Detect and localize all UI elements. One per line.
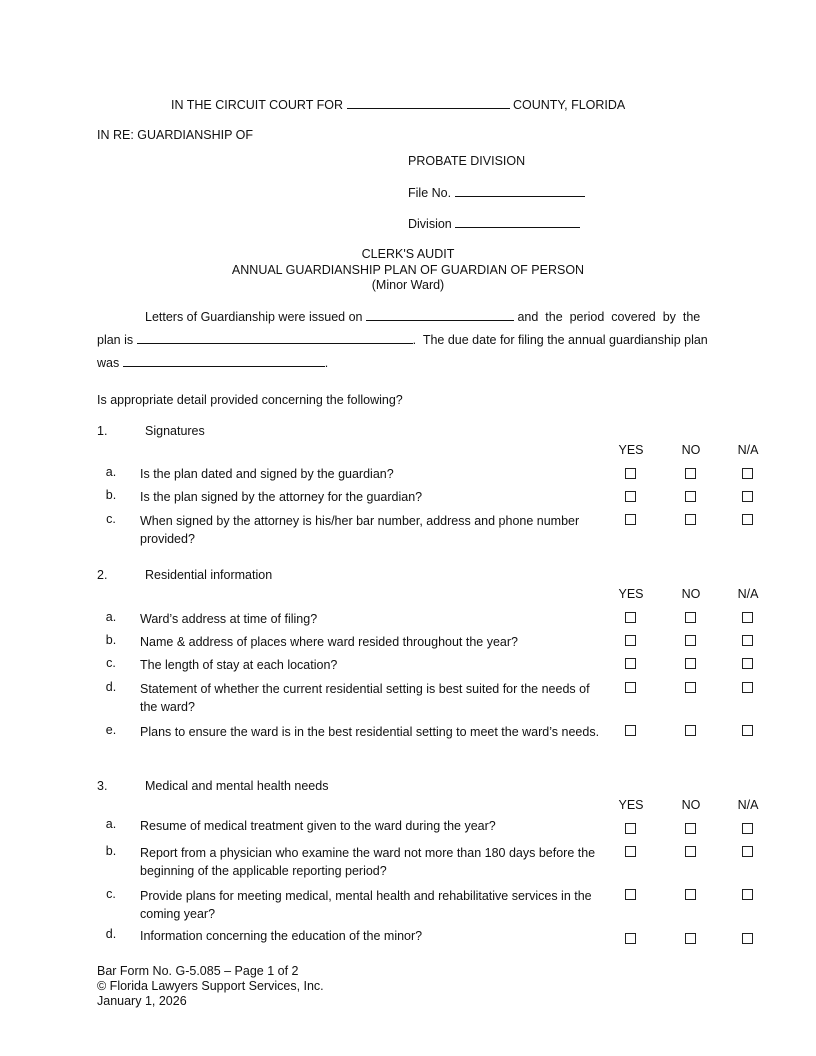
- section-1-na-header: N/A: [737, 443, 759, 457]
- section-1-no-header: NO: [681, 443, 701, 457]
- item-question: Name & address of places where ward resided throughout the year?: [140, 635, 518, 649]
- yes-checkbox[interactable]: [625, 682, 636, 693]
- section-1-title: Signatures: [145, 424, 205, 438]
- section-3-number: 3.: [97, 779, 108, 793]
- item-letter: b.: [105, 844, 117, 858]
- item-question: The length of stay at each location?: [140, 658, 338, 672]
- county-blank[interactable]: [347, 97, 510, 109]
- no-checkbox[interactable]: [685, 933, 696, 944]
- intro-text-3: plan is: [97, 333, 134, 347]
- no-checkbox[interactable]: [685, 514, 696, 525]
- item-letter: c.: [106, 887, 116, 901]
- section-3-title: Medical and mental health needs: [145, 779, 329, 793]
- footer-copyright: © Florida Lawyers Support Services, Inc.: [97, 979, 324, 993]
- item-letter: a.: [105, 610, 117, 624]
- yes-checkbox[interactable]: [625, 514, 636, 525]
- na-checkbox[interactable]: [742, 514, 753, 525]
- footer-date: January 1, 2026: [97, 994, 187, 1008]
- yes-checkbox[interactable]: [625, 846, 636, 857]
- yes-checkbox[interactable]: [625, 658, 636, 669]
- item-letter: a.: [105, 817, 117, 831]
- na-checkbox[interactable]: [742, 725, 753, 736]
- court-suffix: COUNTY, FLORIDA: [512, 98, 626, 112]
- section-2-title: Residential information: [145, 568, 273, 582]
- section-2-yes-header: YES: [618, 587, 644, 601]
- item-letter: c.: [106, 512, 116, 526]
- no-checkbox[interactable]: [685, 658, 696, 669]
- item-question: Information concerning the education of the minor?: [140, 929, 423, 943]
- item-letter: c.: [106, 656, 116, 670]
- intro-text-2: and the period covered by the: [517, 310, 701, 324]
- section-1-yes-header: YES: [618, 443, 644, 457]
- division-line: [408, 216, 580, 231]
- intro-text-4: . The due date for filing the annual guardianship plan: [412, 333, 708, 347]
- yes-checkbox[interactable]: [625, 612, 636, 623]
- item-question: Is the plan dated and signed by the guardian?: [140, 467, 394, 481]
- intro-text-6: .: [324, 356, 329, 370]
- section-1-number: 1.: [97, 424, 108, 438]
- section-2-no-header: NO: [681, 587, 701, 601]
- item-letter: e.: [105, 723, 117, 737]
- file-no-blank[interactable]: [455, 185, 585, 197]
- item-question: Report from a physician who examine the ward not more than 180 days before the beginning of the applicable reporting period?: [140, 846, 596, 878]
- na-checkbox[interactable]: [742, 491, 753, 502]
- section-3-yes-header: YES: [618, 798, 644, 812]
- no-checkbox[interactable]: [685, 846, 696, 857]
- no-checkbox[interactable]: [685, 635, 696, 646]
- footer: [97, 964, 324, 1009]
- title-line-2: ANNUAL GUARDIANSHIP PLAN OF GUARDIAN OF PERSON: [231, 263, 585, 277]
- issued-date-blank[interactable]: [366, 309, 514, 321]
- item-question: Is the plan signed by the attorney for the guardian?: [140, 490, 423, 504]
- na-checkbox[interactable]: [742, 468, 753, 479]
- intro-text-5: was: [97, 356, 120, 370]
- item-question: Ward’s address at time of filing?: [140, 612, 318, 626]
- na-checkbox[interactable]: [742, 889, 753, 900]
- yes-checkbox[interactable]: [625, 491, 636, 502]
- item-letter: d.: [105, 927, 117, 941]
- court-prefix: IN THE CIRCUIT COURT FOR: [171, 98, 344, 112]
- intro-line-1: [145, 309, 700, 324]
- no-checkbox[interactable]: [685, 823, 696, 834]
- na-checkbox[interactable]: [742, 612, 753, 623]
- court-line: [171, 97, 625, 112]
- yes-checkbox[interactable]: [625, 635, 636, 646]
- no-checkbox[interactable]: [685, 682, 696, 693]
- item-question: Resume of medical treatment given to the ward during the year?: [140, 819, 496, 833]
- no-checkbox[interactable]: [685, 612, 696, 623]
- yes-checkbox[interactable]: [625, 468, 636, 479]
- period-blank[interactable]: [137, 332, 413, 344]
- na-checkbox[interactable]: [742, 823, 753, 834]
- due-date-blank[interactable]: [123, 355, 325, 367]
- probate-division: PROBATE DIVISION: [408, 154, 526, 168]
- item-question: When signed by the attorney is his/her bar number, address and phone number provided?: [140, 514, 580, 546]
- na-checkbox[interactable]: [742, 933, 753, 944]
- section-2-na-header: N/A: [737, 587, 759, 601]
- footer-form-no: Bar Form No. G-5.085 – Page 1 of 2: [97, 964, 299, 978]
- na-checkbox[interactable]: [742, 635, 753, 646]
- question-prompt: Is appropriate detail provided concerning the following?: [97, 393, 403, 407]
- yes-checkbox[interactable]: [625, 725, 636, 736]
- title-line-1: CLERK'S AUDIT: [361, 247, 455, 261]
- intro-text-1: Letters of Guardianship were issued on: [145, 310, 363, 324]
- in-re-line: IN RE: GUARDIANSHIP OF: [97, 128, 254, 142]
- item-letter: b.: [105, 488, 117, 502]
- title-line-3: (Minor Ward): [371, 278, 445, 292]
- item-letter: b.: [105, 633, 117, 647]
- division-blank[interactable]: [455, 216, 580, 228]
- no-checkbox[interactable]: [685, 889, 696, 900]
- section-3-na-header: N/A: [737, 798, 759, 812]
- yes-checkbox[interactable]: [625, 889, 636, 900]
- item-question: Plans to ensure the ward is in the best residential setting to meet the ward’s needs.: [140, 725, 600, 739]
- na-checkbox[interactable]: [742, 658, 753, 669]
- item-letter: a.: [105, 465, 117, 479]
- item-question: Statement of whether the current residential setting is best suited for the needs of the ward?: [140, 682, 590, 714]
- section-3-no-header: NO: [681, 798, 701, 812]
- no-checkbox[interactable]: [685, 491, 696, 502]
- intro-line-2: [97, 332, 708, 347]
- intro-line-3: [97, 355, 328, 370]
- division-label: Division: [408, 217, 452, 231]
- no-checkbox[interactable]: [685, 468, 696, 479]
- file-no-label: File No.: [408, 186, 452, 200]
- item-question: Provide plans for meeting medical, mental health and rehabilitative services in the coming year?: [140, 889, 592, 921]
- no-checkbox[interactable]: [685, 725, 696, 736]
- yes-checkbox[interactable]: [625, 933, 636, 944]
- yes-checkbox[interactable]: [625, 823, 636, 834]
- file-no-line: [408, 185, 585, 200]
- na-checkbox[interactable]: [742, 846, 753, 857]
- item-letter: d.: [105, 680, 117, 694]
- section-2-number: 2.: [97, 568, 108, 582]
- na-checkbox[interactable]: [742, 682, 753, 693]
